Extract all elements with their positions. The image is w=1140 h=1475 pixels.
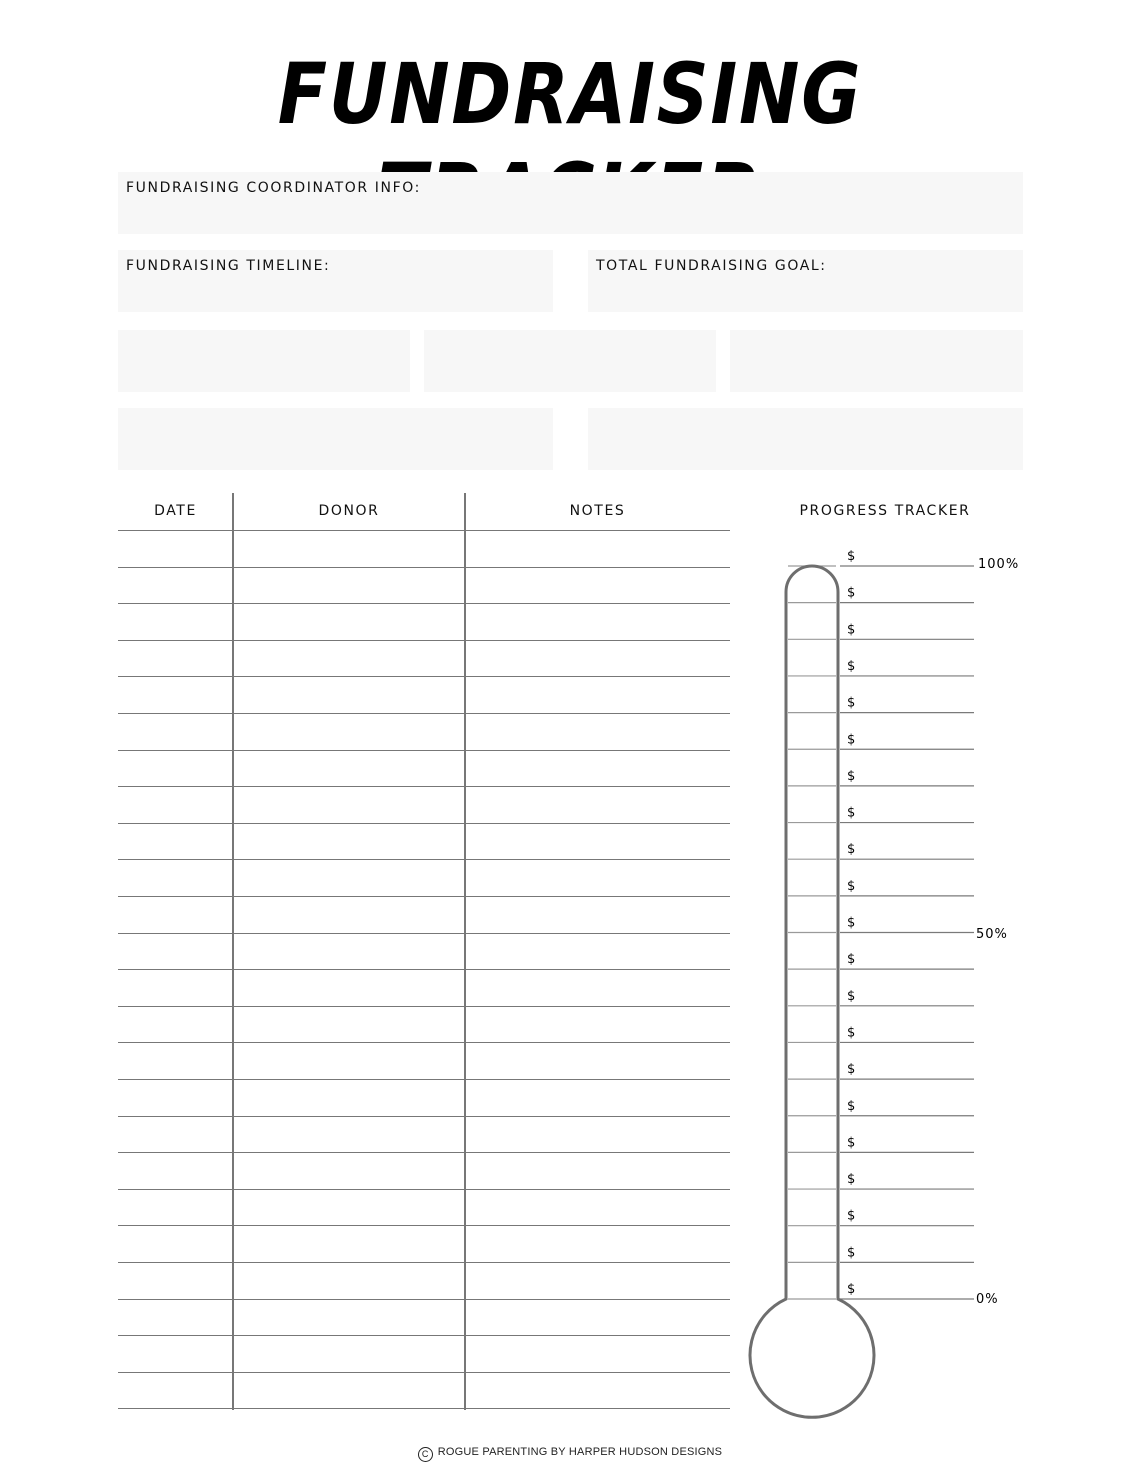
progress-amount-field[interactable]: $ [847, 1282, 856, 1297]
progress-amount-field[interactable]: $ [847, 952, 856, 968]
footer [0, 1446, 1140, 1462]
copyright-icon: C [418, 1447, 433, 1462]
progress-amount-field[interactable]: $ [847, 549, 856, 564]
progress-amount-field[interactable]: $ [847, 842, 856, 858]
progress-amount-field[interactable]: $ [847, 915, 856, 931]
progress-amount-field[interactable]: $ [847, 1245, 856, 1261]
progress-amount-field[interactable]: $ [847, 1135, 856, 1151]
progress-amount-field[interactable]: $ [847, 805, 856, 821]
footer-credit: ROGUE PARENTING BY HARPER HUDSON DESIGNS [437, 1446, 723, 1458]
progress-amount-field[interactable]: $ [847, 1025, 856, 1041]
donor-column-header: DONOR [318, 503, 380, 519]
progress-amount-field[interactable]: $ [847, 585, 856, 601]
progress-amount-field[interactable]: $ [847, 1208, 856, 1224]
progress-amount-field[interactable]: $ [847, 988, 856, 1004]
thermometer-outline [750, 566, 874, 1417]
date-column-header: DATE [154, 503, 197, 519]
progress-tracker-title: PROGRESS TRACKER [799, 503, 971, 519]
progress-amount-field[interactable]: $ [847, 732, 856, 748]
goal-label: TOTAL FUNDRAISING GOAL: [596, 258, 827, 274]
progress-amount-field[interactable]: $ [847, 1098, 856, 1114]
label-50-percent: 50% [976, 927, 1008, 942]
progress-amount-field[interactable]: $ [847, 622, 856, 638]
notes-column-header: NOTES [569, 503, 626, 519]
page-title: FUNDRAISING [277, 45, 863, 143]
label-100-percent: 100% [978, 557, 1020, 572]
progress-amount-field[interactable]: $ [847, 878, 856, 894]
progress-amount-field[interactable]: $ [847, 658, 856, 674]
label-0-percent: 0% [976, 1292, 999, 1307]
progress-amount-field[interactable]: $ [847, 768, 856, 784]
progress-amount-field[interactable]: $ [847, 1062, 856, 1078]
coordinator-info-label: FUNDRAISING COORDINATOR INFO: [126, 180, 421, 196]
timeline-label: FUNDRAISING TIMELINE: [126, 258, 331, 274]
progress-amount-field[interactable]: $ [847, 1172, 856, 1188]
progress-amount-field[interactable]: $ [847, 695, 856, 711]
